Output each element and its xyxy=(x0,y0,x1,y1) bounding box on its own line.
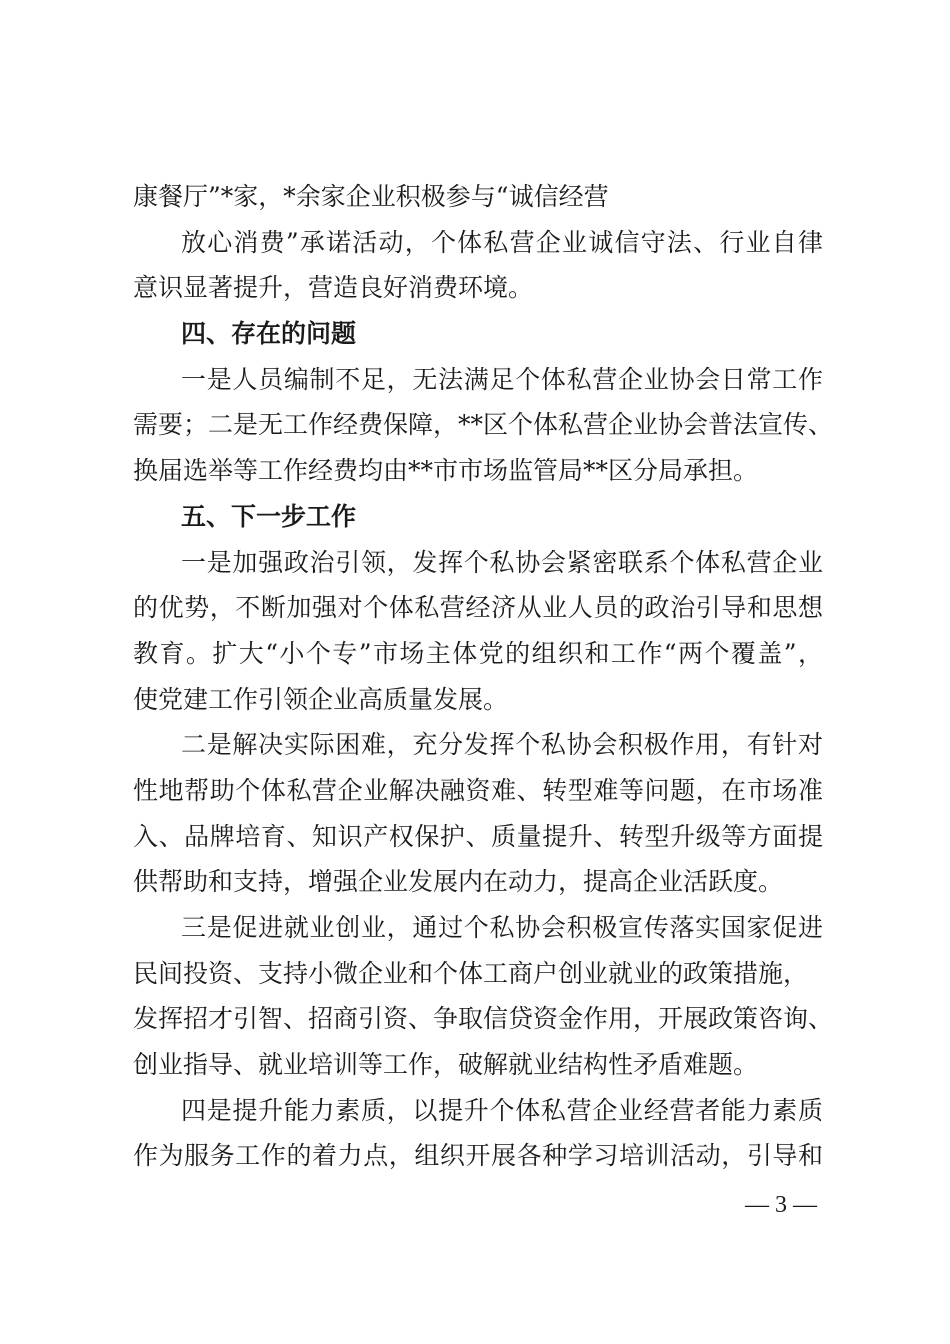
text-line: 发挥招才引智、招商引资、争取信贷资金作用，开展政策咨询、 xyxy=(133,1004,834,1033)
section-heading: 五、下一步工作 xyxy=(181,502,357,531)
text-line: 创业指导、就业培训等工作，破解就业结构性矛盾难题。 xyxy=(133,1050,759,1079)
section-heading: 四、存在的问题 xyxy=(181,319,357,348)
text-line: 需要；二是无工作经费保障，**区个体私营企业协会普法宣传、 xyxy=(133,410,834,439)
text-line: 二是解决实际困难，充分发挥个私协会积极作用，有针对 xyxy=(181,730,823,759)
text-line: 使党建工作引领企业高质量发展。 xyxy=(133,685,509,714)
text-line: 入、品牌培育、知识产权保护、质量提升、转型升级等方面提 xyxy=(133,822,823,851)
text-line: 的优势，不断加强对个体私营经济从业人员的政治引导和思想 xyxy=(133,593,823,622)
text-line: 性地帮助个体私营企业解决融资难、转型难等问题，在市场准 xyxy=(133,776,823,805)
text-line: 民间投资、支持小微企业和个体工商户创业就业的政策措施， xyxy=(133,959,809,988)
text-line: 意识显著提升，营造良好消费环境。 xyxy=(133,273,534,302)
text-line: 换届选举等工作经费均由**市市场监管局**区分局承担。 xyxy=(133,456,759,485)
text-line: 一是人员编制不足，无法满足个体私营企业协会日常工作 xyxy=(181,365,823,394)
text-line: 教育。扩大“小个专”市场主体党的组织和工作“两个覆盖”， xyxy=(133,639,823,668)
text-line: 三是促进就业创业，通过个私协会积极宣传落实国家促进 xyxy=(181,913,823,942)
text-line: 作为服务工作的着力点，组织开展各种学习培训活动，引导和 xyxy=(133,1141,823,1170)
text-line: 四是提升能力素质，以提升个体私营企业经营者能力素质 xyxy=(181,1096,823,1125)
text-line: 放心消费”承诺活动，个体私营企业诚信守法、行业自律 xyxy=(181,228,823,257)
page-number: — 3 — xyxy=(745,1192,817,1218)
text-line: 供帮助和支持，增强企业发展内在动力，提高企业活跃度。 xyxy=(133,867,784,896)
text-line: 一是加强政治引领，发挥个私协会紧密联系个体私营企业 xyxy=(181,548,823,577)
text-line: 康餐厅”*家，*余家企业积极参与“诚信经营 xyxy=(133,182,609,211)
